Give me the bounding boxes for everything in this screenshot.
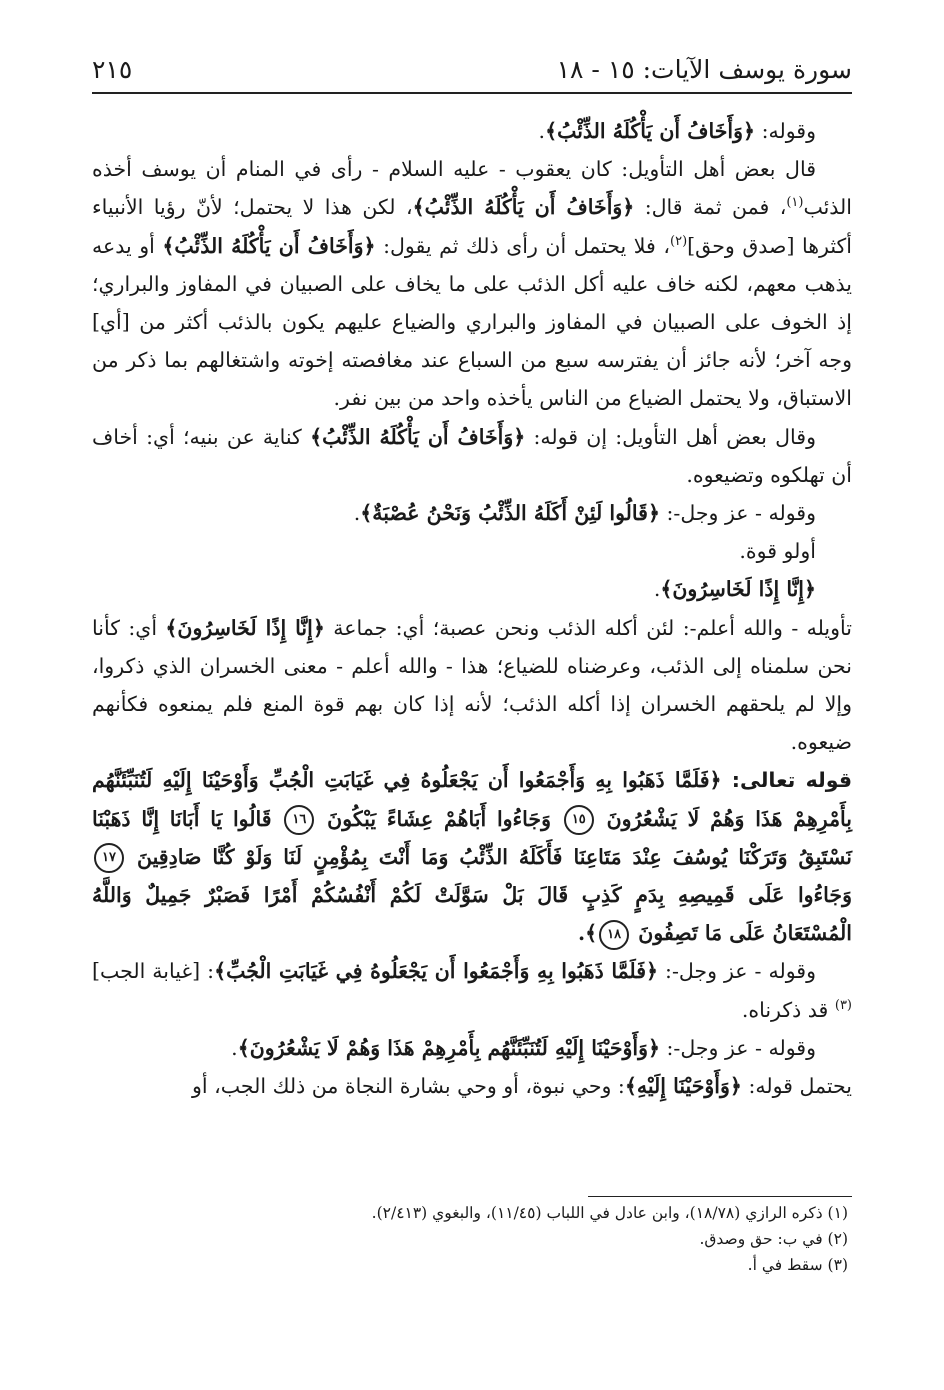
paragraph (92, 570, 852, 608)
main-text (92, 112, 852, 1105)
verse-quote: ﴿وَأَخَافُ أَن يَأْكُلَهُ الذِّئْبُ﴾ (310, 424, 526, 449)
verse-text: ﴾. (578, 921, 598, 946)
paragraph (92, 112, 852, 150)
text-run: ، فلا يحتمل أن رأى ذلك ثم يقول: (375, 233, 670, 258)
text-run: : وحي نبوة، أو وحي بشارة النجاة من ذلك الجب، أو (192, 1074, 625, 1099)
footnote-divider (588, 1196, 852, 1197)
verse-quote: ﴿إِنَّا إِذًا لَخَاسِرُونَ﴾ (660, 577, 816, 602)
running-title: سورة يوسف الآيات: ١٥ - ١٨ (556, 55, 852, 84)
verse-text: وَجَاءُوا أَبَاهُمْ عِشَاءً يَبْكُونَ (327, 806, 562, 831)
page-number: ٢١٥ (92, 55, 133, 84)
text-run: أو يدعه يذهب معهم، لكنه خاف عليه أكل الذئب على ما يخاف على الصبيان في المفاوز والبراري؛ إذ الخوف على الصبيان في المفاوز والبراري والضياع عليهم يكون بالذئب أكثر من [أي] وجه آخر؛ لأنه جائز أن يفترسه سبع من السباع عند مغافصته إخوته واشتغالهم بما ذكر من الاستباق، ولا يحتمل الضياع من الناس يأخذه واحد من بين نفر. (92, 233, 852, 411)
text-run: قد ذكرناه. (741, 997, 835, 1022)
paragraph (92, 1029, 852, 1067)
verse-quote: ﴿وَأَوْحَيْنَا إِلَيْهِ﴾ (624, 1074, 742, 1099)
ayah-number-badge: ١٨ (599, 920, 629, 950)
text-run: وقوله - عز وجل-: (658, 959, 816, 984)
footnote: (٣) سقط في أ. (747, 1256, 848, 1274)
footnote-ref: (١) (786, 195, 804, 211)
text-run: . (653, 577, 661, 602)
ayah-number-badge: ١٦ (284, 805, 314, 835)
paragraph (92, 952, 852, 1028)
verse-quote: ﴿وَأَخَافُ أَن يَأْكُلَهُ الذِّئْبُ﴾ (162, 233, 376, 258)
ayah-number-badge: ١٥ (564, 805, 594, 835)
page-header (92, 44, 852, 94)
text-run: . (353, 501, 361, 526)
ayah-number-badge: ١٧ (94, 843, 124, 873)
quran-label: قوله تعالى: (721, 768, 853, 793)
verse-quote: ﴿إِنَّا إِذًا لَخَاسِرُونَ﴾ (165, 615, 325, 640)
text-run: : [غيابة الجب] (92, 959, 215, 984)
text-run: وقوله: (755, 119, 816, 143)
verse-text: وَجَاءُوا عَلَى قَمِيصِهِ بِدَمٍ كَذِبٍ قَالَ بَلْ سَوَّلَتْ لَكُمْ أَنْفُسُكُمْ أَمْرًا فَصَبْرٌ جَمِيلٌ وَاللَّهُ الْمُسْتَعَانُ عَلَى مَا تَصِفُونَ (92, 883, 852, 946)
footnote-ref: (٢) (670, 233, 688, 249)
paragraph (92, 494, 852, 532)
paragraph (92, 418, 852, 494)
footnote: (٢) في ب: حق وصدق. (699, 1230, 848, 1248)
verse-text: قَالُوا يَا أَبَانَا إِنَّا ذَهَبْنَا نَسْتَبِقُ وَتَرَكْنَا يُوسُفَ عِنْدَ مَتَاعِنَا فَأَكَلَهُ الذِّئْبُ وَمَا أَنْتَ بِمُؤْمِنٍ لَنَا وَلَوْ كُنَّا صَادِقِينَ (92, 806, 852, 869)
paragraph (92, 150, 852, 417)
text-run: . (231, 1035, 238, 1060)
verse-quote: ﴿وَأَخَافُ أَن يَأْكُلَهُ الذِّئْبُ﴾ (412, 195, 635, 220)
paragraph (92, 609, 852, 762)
text-run: يحتمل قوله: (741, 1074, 852, 1099)
paragraph (92, 1067, 852, 1105)
verse-quote: ﴿فَلَمَّا ذَهَبُوا بِهِ وَأَجْمَعُوا أَن يَجْعَلُوهُ فِي غَيَابَتِ الْجُبِّ﴾ (214, 959, 659, 984)
verse-quote: ﴿وَأَوْحَيْنَا إِلَيْهِ لَتُنَبِّئَنَّهُم بِأَمْرِهِمْ هَذَا وَهُمْ لَا يَشْعُرُونَ﴾ (237, 1035, 660, 1060)
footnotes (92, 1200, 852, 1278)
footnote-ref: (٣) (834, 997, 852, 1013)
text-run: تأويله - والله أعلم-: لئن أكله الذئب ونحن عصبة؛ أي: جماعة (324, 615, 852, 640)
text-run: ، فمن ثمة قال: (634, 195, 787, 220)
text-run: وقوله - عز وجل-: (660, 1035, 816, 1060)
text-run: وقوله - عز وجل-: (660, 501, 816, 526)
verse-quote: ﴿قَالُوا لَئِنْ أَكَلَهُ الذِّئْبُ وَنَحْنُ عُصْبَةٌ﴾ (360, 501, 660, 526)
verse-quote: ﴿وَأَخَافُ أَن يَأْكُلَهُ الذِّئْبُ﴾ (545, 119, 756, 143)
text-run: كناية عن بنيه؛ أي: أخاف أن تهلكوه وتضيعوه. (92, 424, 852, 487)
text-run: . (538, 119, 546, 143)
paragraph: أولو قوة. (739, 539, 816, 564)
footnote: (١) ذكره الرازي (١٨/٧٨)، وابن عادل في اللباب (١١/٤٥)، والبغوي (٢/٤١٣). (371, 1204, 848, 1222)
text-run: وقال بعض أهل التأويل: إن قوله: (525, 424, 816, 449)
text-run: أي: كأنا نحن سلمناه إلى الذئب، وعرضناه للضياع؛ هذا - والله أعلم - معنى الخسران الذي ذكروا، وإلا لم يلحقهم الخسران إذا أكله الذئب؛ لأنه إذا كان بهم قوة المنع فلم يمنعوه فكأنهم ضيعوه. (92, 615, 852, 755)
verse-text: ﴿فَلَمَّا ذَهَبُوا بِهِ وَأَجْمَعُوا أَن يَجْعَلُوهُ فِي غَيَابَتِ الْجُبِّ وَأَوْحَيْنَا إِلَيْهِ لَتُنَبِّئَنَّهُم بِأَمْرِهِمْ هَذَا وَهُمْ لَا يَشْعُرُونَ (92, 768, 852, 831)
text-run: قال بعض أهل التأويل: كان يعقوب - عليه السلام - رأى في المنام أن يوسف أخذه الذئب (92, 157, 852, 220)
quran-passage (92, 761, 852, 952)
text-run: ، لكن هذا لا يحتمل؛ لأنّ رؤيا الأنبياء أكثرها [صدق وحق] (92, 195, 853, 258)
